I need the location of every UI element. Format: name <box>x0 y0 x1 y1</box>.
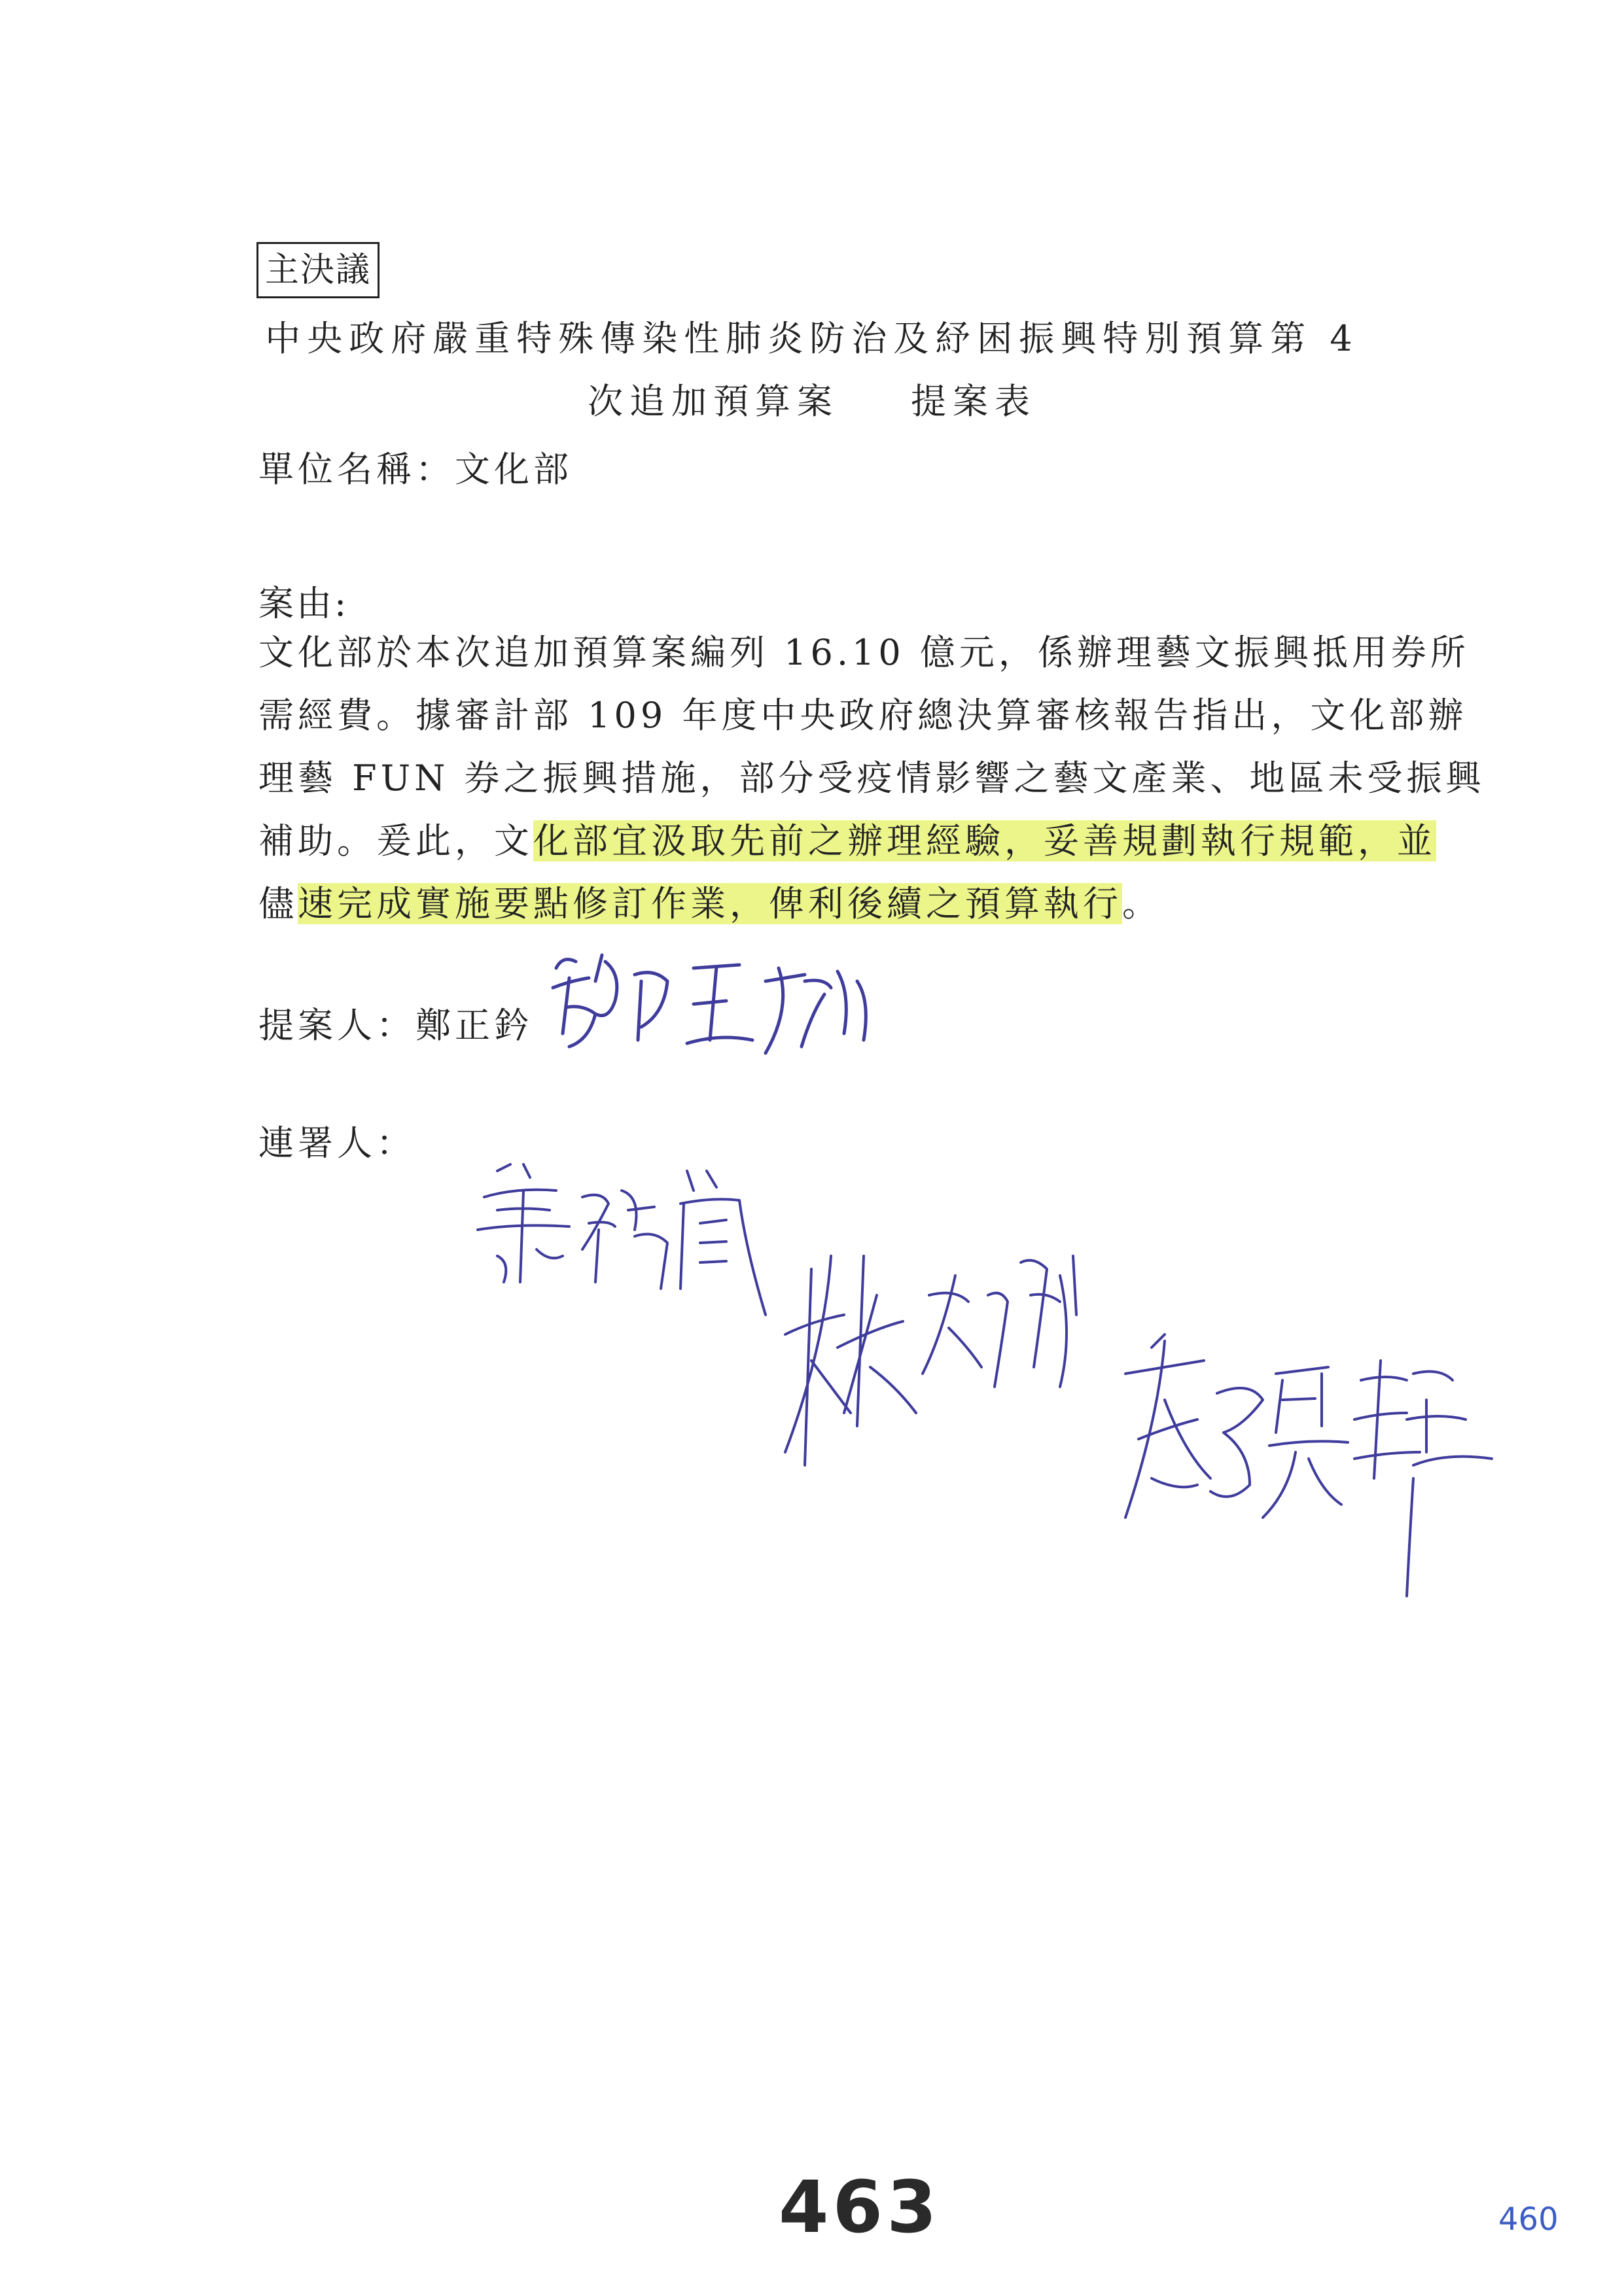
document-title <box>0 307 1624 433</box>
title-line-2-form: 提案表 <box>911 381 1036 422</box>
cosigner-signature-2 <box>772 1217 1112 1491</box>
reason-line-5-start: 儘 <box>258 883 298 924</box>
unit-name: 單位名稱：文化部 <box>258 449 573 490</box>
proposer-line: 提案人：鄭正鈐 <box>258 1005 533 1046</box>
cosigner-signature-3 <box>1099 1321 1505 1609</box>
title-line-1: 中央政府嚴重特殊傳染性肺炎防治及紓困振興特別預算第 4 <box>265 318 1359 359</box>
reason-label: 案由: <box>258 583 349 624</box>
cosigner-signature-1 <box>458 1151 798 1334</box>
reason-line: 需經費。據審計部 109 年度中央政府總決算審核報告指出，文化部辦 <box>258 695 1468 736</box>
cosigner-line: 連署人： <box>258 1122 415 1164</box>
page-number: 463 <box>779 2165 941 2249</box>
reason-line: 文化部於本次追加預算案編列 16.10 億元，係辦理藝文振興抵用券所 <box>258 632 1470 673</box>
proposer-signature <box>543 942 883 1066</box>
title-line-2 <box>0 370 1624 433</box>
highlighted-text: 化部宜汲取先前之辦理經驗，妥善規劃執行規範，並 <box>533 820 1436 861</box>
highlighted-text: 速完成實施要點修訂作業，俾利後續之預算執行 <box>298 883 1122 924</box>
handwritten-page-number: 460 <box>1498 2201 1559 2238</box>
reason-paragraph <box>258 621 1485 935</box>
reason-line-4-plain: 補助。爰此，文 <box>258 820 533 861</box>
resolution-tag: 主決議 <box>256 242 380 298</box>
reason-line <box>258 810 1436 873</box>
title-line-2-main: 次追加預算案 <box>588 381 839 422</box>
reason-line-5-end: 。 <box>1122 883 1161 924</box>
reason-line: 理藝 FUN 券之振興措施，部分受疫情影響之藝文產業、地區未受振興 <box>258 757 1485 799</box>
reason-line <box>258 873 1436 935</box>
